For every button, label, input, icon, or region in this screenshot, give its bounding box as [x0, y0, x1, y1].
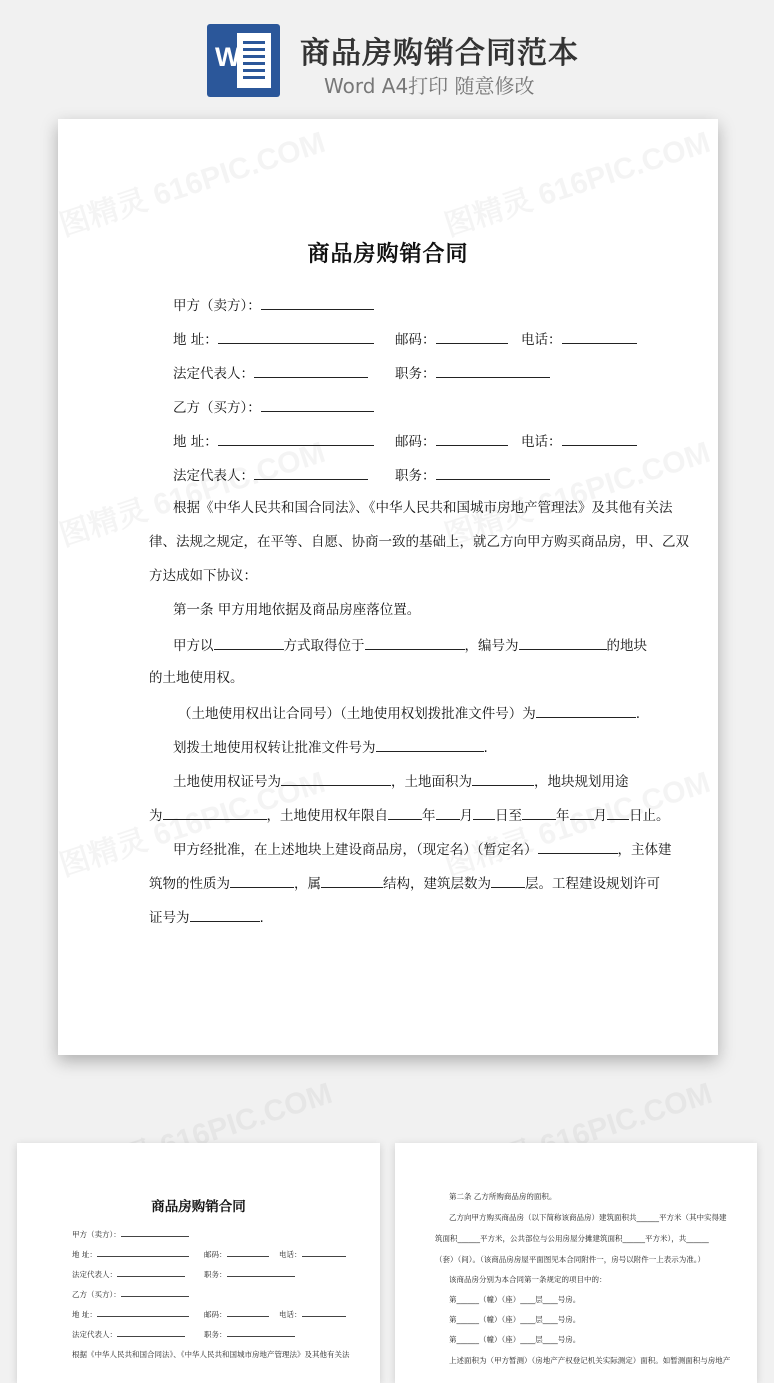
phone-label: 电话： [521, 332, 562, 348]
party-a-line [173, 295, 374, 315]
postcode-line-b [395, 431, 508, 451]
blank [121, 1289, 189, 1297]
text: . [259, 910, 264, 926]
address-label: 地 址： [173, 434, 218, 450]
blank[interactable] [261, 295, 374, 310]
thumb-line [72, 1249, 189, 1260]
watermark [438, 117, 715, 244]
text: 甲方以 [173, 638, 214, 654]
thumb-line [204, 1309, 269, 1320]
legal-rep-label: 法定代表人： [173, 468, 254, 484]
thumb-line [204, 1269, 295, 1280]
party-b-label: 乙方（买方）： [173, 400, 261, 416]
thumb-line: 第______（幢）（座）____层____号房。 [449, 1335, 581, 1344]
thumb-line [72, 1269, 185, 1280]
blank[interactable] [230, 873, 294, 888]
text: 地 址： [72, 1250, 97, 1259]
word-icon-sheet [237, 33, 271, 88]
text: 方式取得位于 [283, 638, 365, 654]
thumb-line [204, 1329, 295, 1340]
text: 年 [422, 808, 436, 824]
text: 甲方（卖方）： [72, 1230, 121, 1239]
watermark [53, 117, 330, 244]
postcode-label: 邮码： [395, 332, 436, 348]
paragraph-line [149, 873, 660, 893]
address-line-a [173, 329, 374, 349]
phone-line-a [521, 329, 637, 349]
thumb-line [279, 1309, 346, 1320]
thumb-line: 乙方向甲方购买商品房（以下简称该商品房）建筑面积共______平方米（其中实得建 [449, 1213, 727, 1222]
postcode-line-a [395, 329, 508, 349]
text: 土地使用权证号为 [173, 774, 281, 790]
text: 甲方经批准，在上述地块上建设商品房，（现定名）（暂定名） [173, 842, 538, 858]
thumb-line [72, 1229, 189, 1240]
thumb-line: 筑面积______平方米，公共部位与公用房屋分摊建筑面积______平方米），共______ [435, 1234, 709, 1243]
word-icon-letter: W [215, 42, 241, 72]
legal-rep-line-a [173, 363, 368, 383]
text: 乙方（买方）： [72, 1290, 121, 1299]
text: 证号为 [149, 910, 190, 926]
text: ，土地面积为 [391, 774, 472, 790]
blank [302, 1249, 346, 1257]
thumb-line [72, 1329, 185, 1340]
thumb-line: 第二条 乙方所购商品房的面积。 [449, 1192, 557, 1201]
legal-rep-line-b [173, 465, 368, 485]
blank[interactable] [365, 635, 465, 650]
blank[interactable] [436, 465, 550, 480]
text: ，属 [294, 876, 321, 892]
text: 筑物的性质为 [149, 876, 230, 892]
blank[interactable] [519, 635, 607, 650]
text: 邮码： [204, 1250, 227, 1259]
text: ，主体建 [617, 842, 672, 858]
paragraph-line [149, 907, 264, 927]
text: . [483, 740, 488, 756]
thumb-line: 该商品房分别为本合同第一条规定的项目中的： [449, 1275, 607, 1284]
blank [97, 1309, 189, 1317]
text: 邮码： [204, 1310, 227, 1319]
thumb-line: 上述面积为（甲方暂测）（房地产产权登记机关实际测定）面积。如暂测面积与房地产 [449, 1356, 731, 1365]
party-b-line [173, 397, 374, 417]
blank[interactable] [218, 431, 374, 446]
blank[interactable] [218, 329, 374, 344]
blank[interactable] [388, 805, 422, 820]
address-line-b [173, 431, 374, 451]
blank[interactable] [436, 431, 508, 446]
phone-line-b [521, 431, 637, 451]
thumbnail-title: 商品房购销合同 [151, 1199, 246, 1215]
blank[interactable] [321, 873, 383, 888]
paragraph-line [173, 635, 647, 655]
blank[interactable] [163, 805, 267, 820]
paragraph-line [173, 839, 672, 859]
text: 月 [459, 808, 473, 824]
thumb-line [72, 1289, 189, 1300]
paragraph-line: 律、法规之规定，在平等、自愿、协商一致的基础上，就乙方向甲方购买商品房，甲、乙双 [149, 534, 689, 550]
paragraph-line: 的土地使用权。 [149, 670, 244, 686]
blank [97, 1249, 189, 1257]
document-title: 商品房购销合同 [307, 242, 469, 267]
text: 电话： [279, 1310, 302, 1319]
position-label: 职务： [395, 366, 436, 382]
paragraph-line [178, 703, 640, 723]
text: 的地块 [606, 638, 647, 654]
text: 为 [149, 808, 163, 824]
blank [227, 1329, 295, 1337]
blank[interactable] [281, 771, 391, 786]
blank[interactable] [214, 635, 284, 650]
text: 日止。 [629, 808, 670, 824]
blank[interactable] [376, 737, 484, 752]
thumbnail-page-1[interactable] [17, 1143, 380, 1383]
thumb-line [279, 1249, 346, 1260]
article-one-heading: 第一条 甲方用地依据及商品房座落位置。 [173, 602, 421, 618]
blank [227, 1309, 269, 1317]
text: 年 [556, 808, 570, 824]
text: 法定代表人： [72, 1330, 117, 1339]
blank [227, 1269, 295, 1277]
blank [117, 1269, 185, 1277]
blank[interactable] [473, 805, 495, 820]
blank[interactable] [254, 465, 368, 480]
blank [302, 1309, 346, 1317]
thumb-line: 第______（幢）（座）____层____号房。 [449, 1315, 581, 1324]
blank [117, 1329, 185, 1337]
blank[interactable] [436, 363, 550, 378]
blank[interactable] [436, 805, 460, 820]
blank[interactable] [522, 805, 556, 820]
blank [227, 1249, 269, 1257]
address-label: 地 址： [173, 332, 218, 348]
word-icon [207, 24, 280, 97]
text: ，编号为 [464, 638, 519, 654]
header-title: 商品房购销合同范本 [300, 36, 579, 71]
thumb-line: （套）（间）。（该商品房房屋平面图见本合同附件一，房号以附件一上表示为准。） [435, 1255, 705, 1264]
text: 层。工程建设规划许可 [525, 876, 660, 892]
blank [121, 1229, 189, 1237]
text: ，土地使用权年限自 [266, 808, 388, 824]
text: 结构，建筑层数为 [383, 876, 491, 892]
text: . [635, 706, 641, 722]
blank[interactable] [472, 771, 534, 786]
blank[interactable] [254, 363, 368, 378]
text: 法定代表人： [72, 1270, 117, 1279]
thumb-line [72, 1309, 189, 1320]
postcode-label: 邮码： [395, 434, 436, 450]
blank[interactable] [491, 873, 525, 888]
blank[interactable] [562, 329, 637, 344]
text: 月 [593, 808, 607, 824]
paragraph-line [149, 805, 670, 825]
thumb-line: 根据《中华人民共和国合同法》、《中华人民共和国城市房地产管理法》及其他有关法 [72, 1350, 350, 1359]
blank[interactable] [538, 839, 618, 854]
party-a-label: 甲方（卖方）： [173, 298, 261, 314]
text: （土地使用权出让合同号）（土地使用权划拨批准文件号）为 [178, 706, 536, 722]
text: 职务： [204, 1330, 227, 1339]
blank[interactable] [261, 397, 374, 412]
text: 划拨土地使用权转让批准文件号为 [173, 740, 376, 756]
text: ，地块规划用途 [534, 774, 629, 790]
header-subtitle: Word A4打印 随意修改 [324, 74, 535, 98]
position-line-b [395, 465, 550, 485]
document-page [58, 119, 718, 1055]
thumb-line [204, 1249, 269, 1260]
blank[interactable] [570, 805, 594, 820]
blank[interactable] [562, 431, 637, 446]
paragraph-line [173, 771, 629, 791]
legal-rep-label: 法定代表人： [173, 366, 254, 382]
text: 职务： [204, 1270, 227, 1279]
position-line-a [395, 363, 550, 383]
paragraph-line [173, 737, 488, 757]
text: 地 址： [72, 1310, 97, 1319]
position-label: 职务： [395, 468, 436, 484]
thumbnail-page-2[interactable] [395, 1143, 757, 1383]
text: 电话： [279, 1250, 302, 1259]
thumb-line: 第______（幢）（座）____层____号房。 [449, 1295, 581, 1304]
blank[interactable] [536, 703, 636, 718]
blank[interactable] [190, 907, 260, 922]
blank[interactable] [607, 805, 629, 820]
paragraph-line: 方达成如下协议： [149, 568, 257, 584]
blank[interactable] [436, 329, 508, 344]
paragraph-line: 根据《中华人民共和国合同法》、《中华人民共和国城市房地产管理法》及其他有关法 [173, 500, 673, 516]
text: 日至 [495, 808, 522, 824]
phone-label: 电话： [521, 434, 562, 450]
